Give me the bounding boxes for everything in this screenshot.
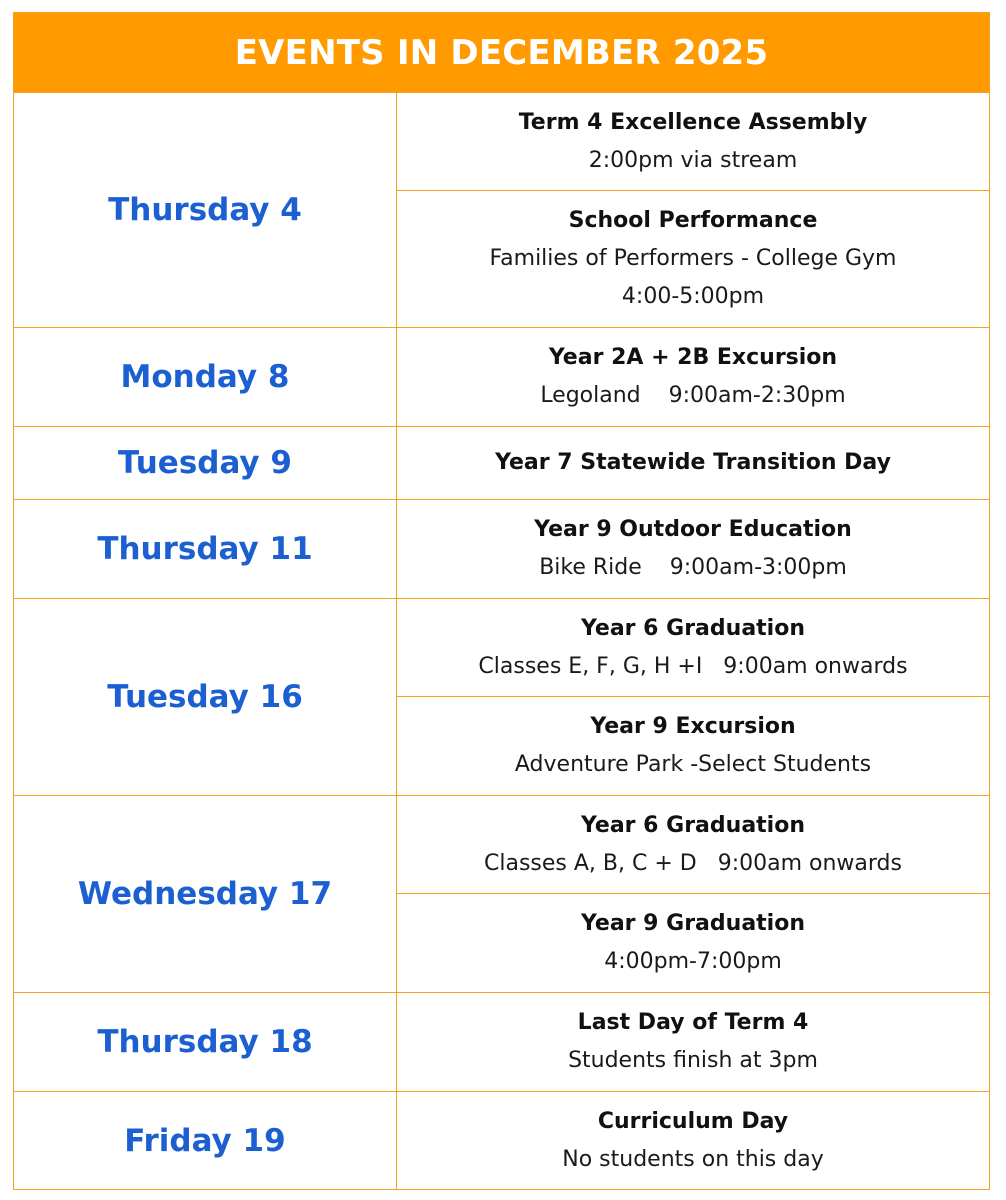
event-title: Year 6 Graduation [581,615,805,641]
day-row-tuesday-9 [14,427,989,500]
event-detail: 4:00-5:00pm [621,284,765,309]
day-row-wednesday-17 [14,796,989,993]
day-row-thursday-11 [14,500,989,599]
day-label: Thursday 11 [14,500,397,598]
events-list [397,796,989,992]
event-item [397,1092,989,1189]
day-label: Thursday 18 [14,993,397,1091]
events-list [397,427,989,499]
day-label: Monday 8 [14,328,397,426]
events-list [397,328,989,426]
day-label: Friday 19 [14,1092,397,1189]
day-row-thursday-4 [14,93,989,328]
events-list [397,93,989,327]
events-list [397,993,989,1091]
event-item [397,427,989,499]
events-table [13,12,990,1190]
event-detail: Classes A, B, C + D 9:00am onwards [484,850,902,876]
event-detail: Bike Ride 9:00am-3:00pm [539,555,847,580]
table-title: EVENTS IN DECEMBER 2025 [14,13,989,93]
day-row-tuesday-16 [14,599,989,796]
event-title: Last Day of Term 4 [577,1010,809,1035]
day-label: Thursday 4 [14,93,397,327]
event-title: Year 9 Excursion [590,714,796,739]
events-list [397,1092,989,1189]
event-detail: Families of Performers - College Gym [489,246,897,271]
event-item [397,599,989,697]
event-title: Year 9 Graduation [581,911,805,936]
day-label: Tuesday 16 [14,599,397,795]
event-item [397,93,989,191]
day-row-thursday-18 [14,993,989,1092]
event-title: Year 6 Graduation [581,812,805,838]
event-title: Year 2A + 2B Excursion [548,345,838,370]
event-title: Year 7 Statewide Transition Day [495,450,891,475]
event-detail: 4:00pm-7:00pm [604,949,782,974]
day-label: Wednesday 17 [14,796,397,992]
event-item [397,993,989,1091]
event-item [397,894,989,992]
event-item [397,796,989,894]
event-detail: Classes E, F, G, H +I 9:00am onwards [478,653,908,679]
event-detail: 2:00pm via stream [588,147,798,173]
event-title: School Performance [568,208,818,233]
event-item [397,500,989,598]
events-list [397,500,989,598]
event-item [397,697,989,795]
event-title: Curriculum Day [597,1108,789,1134]
event-detail: Students finish at 3pm [568,1048,818,1073]
event-detail: Legoland 9:00am-2:30pm [540,383,846,408]
event-detail: No students on this day [562,1146,824,1172]
event-item [397,328,989,426]
day-row-monday-8 [14,328,989,427]
event-title: Year 9 Outdoor Education [534,517,852,542]
event-item [397,191,989,327]
event-detail: Adventure Park -Select Students [514,752,872,777]
day-row-friday-19 [14,1092,989,1189]
day-label: Tuesday 9 [14,427,397,499]
events-list [397,599,989,795]
event-title: Term 4 Excellence Assembly [518,109,868,135]
